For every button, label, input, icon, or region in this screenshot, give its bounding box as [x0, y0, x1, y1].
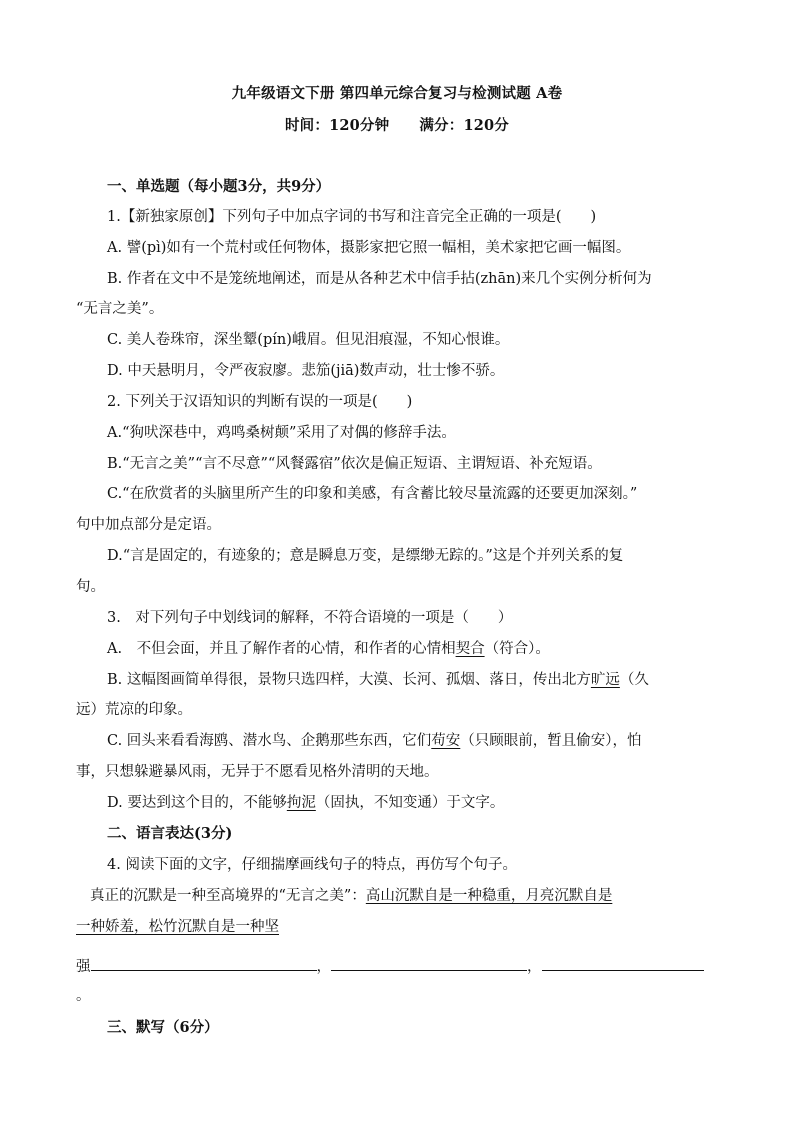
- q2-option-c: C.“在欣赏者的头脑里所产生的印象和美感，有含蓄比较尽量流露的还要更加深刻。”: [107, 486, 638, 502]
- q1-option-b-cont: “无言之美”。: [76, 301, 164, 317]
- blank-separator-2: ，: [527, 959, 542, 975]
- q2-option-b: B.“无言之美”“言不尽意”“风餐露宿”依次是偏正短语、主谓短语、补充短语。: [107, 456, 602, 472]
- exam-meta: [0, 114, 794, 135]
- q3-c-gloss: （只顾眼前，暂且偷安），怕: [460, 733, 642, 749]
- q3-stem: 3. 对下列句子中划线词的解释，不符合语境的一项是（ ）: [107, 610, 513, 626]
- exam-title: 九年级语文下册 第四单元综合复习与检测试题 A卷: [231, 85, 563, 102]
- q3-b-gloss: （久: [619, 672, 649, 688]
- q1-option-a: A. 譬(pì)如有一个荒村或任何物体，摄影家把它照一幅相，美术家把它画一幅图。: [107, 240, 631, 256]
- q4-underlined-sentence-cont: 一种娇羞，松竹沉默自是一种坚: [76, 919, 279, 935]
- section2-heading: 二、语言表达(3分): [107, 825, 233, 842]
- q3-b-underlined-word: 旷远: [590, 672, 620, 688]
- answer-blank-2[interactable]: [331, 955, 527, 971]
- q2-option-c-cont: 句中加点部分是定语。: [76, 517, 221, 533]
- section3-heading: 三、默写（6分）: [107, 1019, 219, 1036]
- time-label: 时间：120分钟: [284, 117, 390, 134]
- section1-heading: 一、单选题（每小题3分，共9分）: [107, 178, 331, 195]
- q4-passage-text: 真正的沉默是一种至高境界的“无言之美”：: [90, 888, 366, 904]
- q3-b-text: B. 这幅图画简单得很，景物只选四样，大漠、长河、孤烟、落日，传出北方: [107, 672, 591, 688]
- q1-option-c: C. 美人卷珠帘，深坐颦(pín)峨眉。但见泪痕湿，不知心恨谁。: [107, 332, 510, 348]
- answer-blank-3[interactable]: [542, 955, 704, 971]
- q4-answer-start: 强: [76, 959, 91, 975]
- q2-option-d-cont: 句。: [76, 579, 105, 595]
- q4-stem: 4. 阅读下面的文字，仔细揣摩画线句子的特点，再仿写个句子。: [107, 857, 517, 873]
- q1-option-d: D. 中天悬明月，令严夜寂廖。悲笳(jiā)数声动，壮士惨不骄。: [107, 363, 505, 379]
- q3-option-a: [107, 639, 717, 659]
- q3-a-underlined-word: 契合: [455, 641, 485, 657]
- q2-option-a: A.“狗吠深巷中，鸡鸣桑树颠”采用了对偶的修辞手法。: [107, 425, 456, 441]
- answer-blank-1[interactable]: [91, 955, 317, 971]
- q3-option-c: [107, 731, 717, 751]
- q1-stem: 1.【新独家原创】下列句子中加点字词的书写和注音完全正确的一项是( ): [107, 209, 597, 225]
- q3-option-d: [107, 793, 717, 813]
- q4-passage: [90, 886, 716, 906]
- q4-underlined-sentence: 高山沉默自是一种稳重，月亮沉默自是: [365, 888, 613, 904]
- q3-a-gloss: （符合）。: [484, 641, 550, 657]
- q2-stem: 2. 下列关于汉语知识的判断有误的一项是( ): [107, 394, 413, 410]
- q3-c-underlined-word: 苟安: [431, 733, 461, 749]
- q4-answer-line: [76, 955, 716, 977]
- q3-option-b-cont: 远）荒凉的印象。: [76, 702, 192, 718]
- q3-c-text: C. 回头来看看海鸥、潜水鸟、企鹅那些东西，它们: [107, 733, 432, 749]
- q3-d-gloss: （固执，不知变通）于文字。: [315, 795, 505, 811]
- q4-answer-end: 。: [76, 988, 91, 1004]
- q3-d-underlined-word: 拘泥: [286, 795, 316, 811]
- blank-separator-1: ，: [316, 959, 331, 975]
- q3-a-text: A. 不但会面，并且了解作者的心情，和作者的心情相: [107, 641, 456, 657]
- q2-option-d: D.“言是固定的，有迹象的；意是瞬息万变，是缥缈无踪的。”这是个并列关系的复: [107, 548, 624, 564]
- q3-d-text: D. 要达到这个目的，不能够: [107, 795, 287, 811]
- q3-option-b: [107, 670, 717, 690]
- score-label: 满分：120分: [419, 117, 510, 134]
- q3-option-c-cont: 事，只想躲避暴风雨，无异于不愿看见格外清明的天地。: [76, 764, 439, 780]
- q1-option-b: B. 作者在文中不是笼统地阐述，而是从各种艺术中信手拈(zhān)来几个实例分析何为: [107, 271, 652, 287]
- q4-passage-cont: [76, 917, 716, 937]
